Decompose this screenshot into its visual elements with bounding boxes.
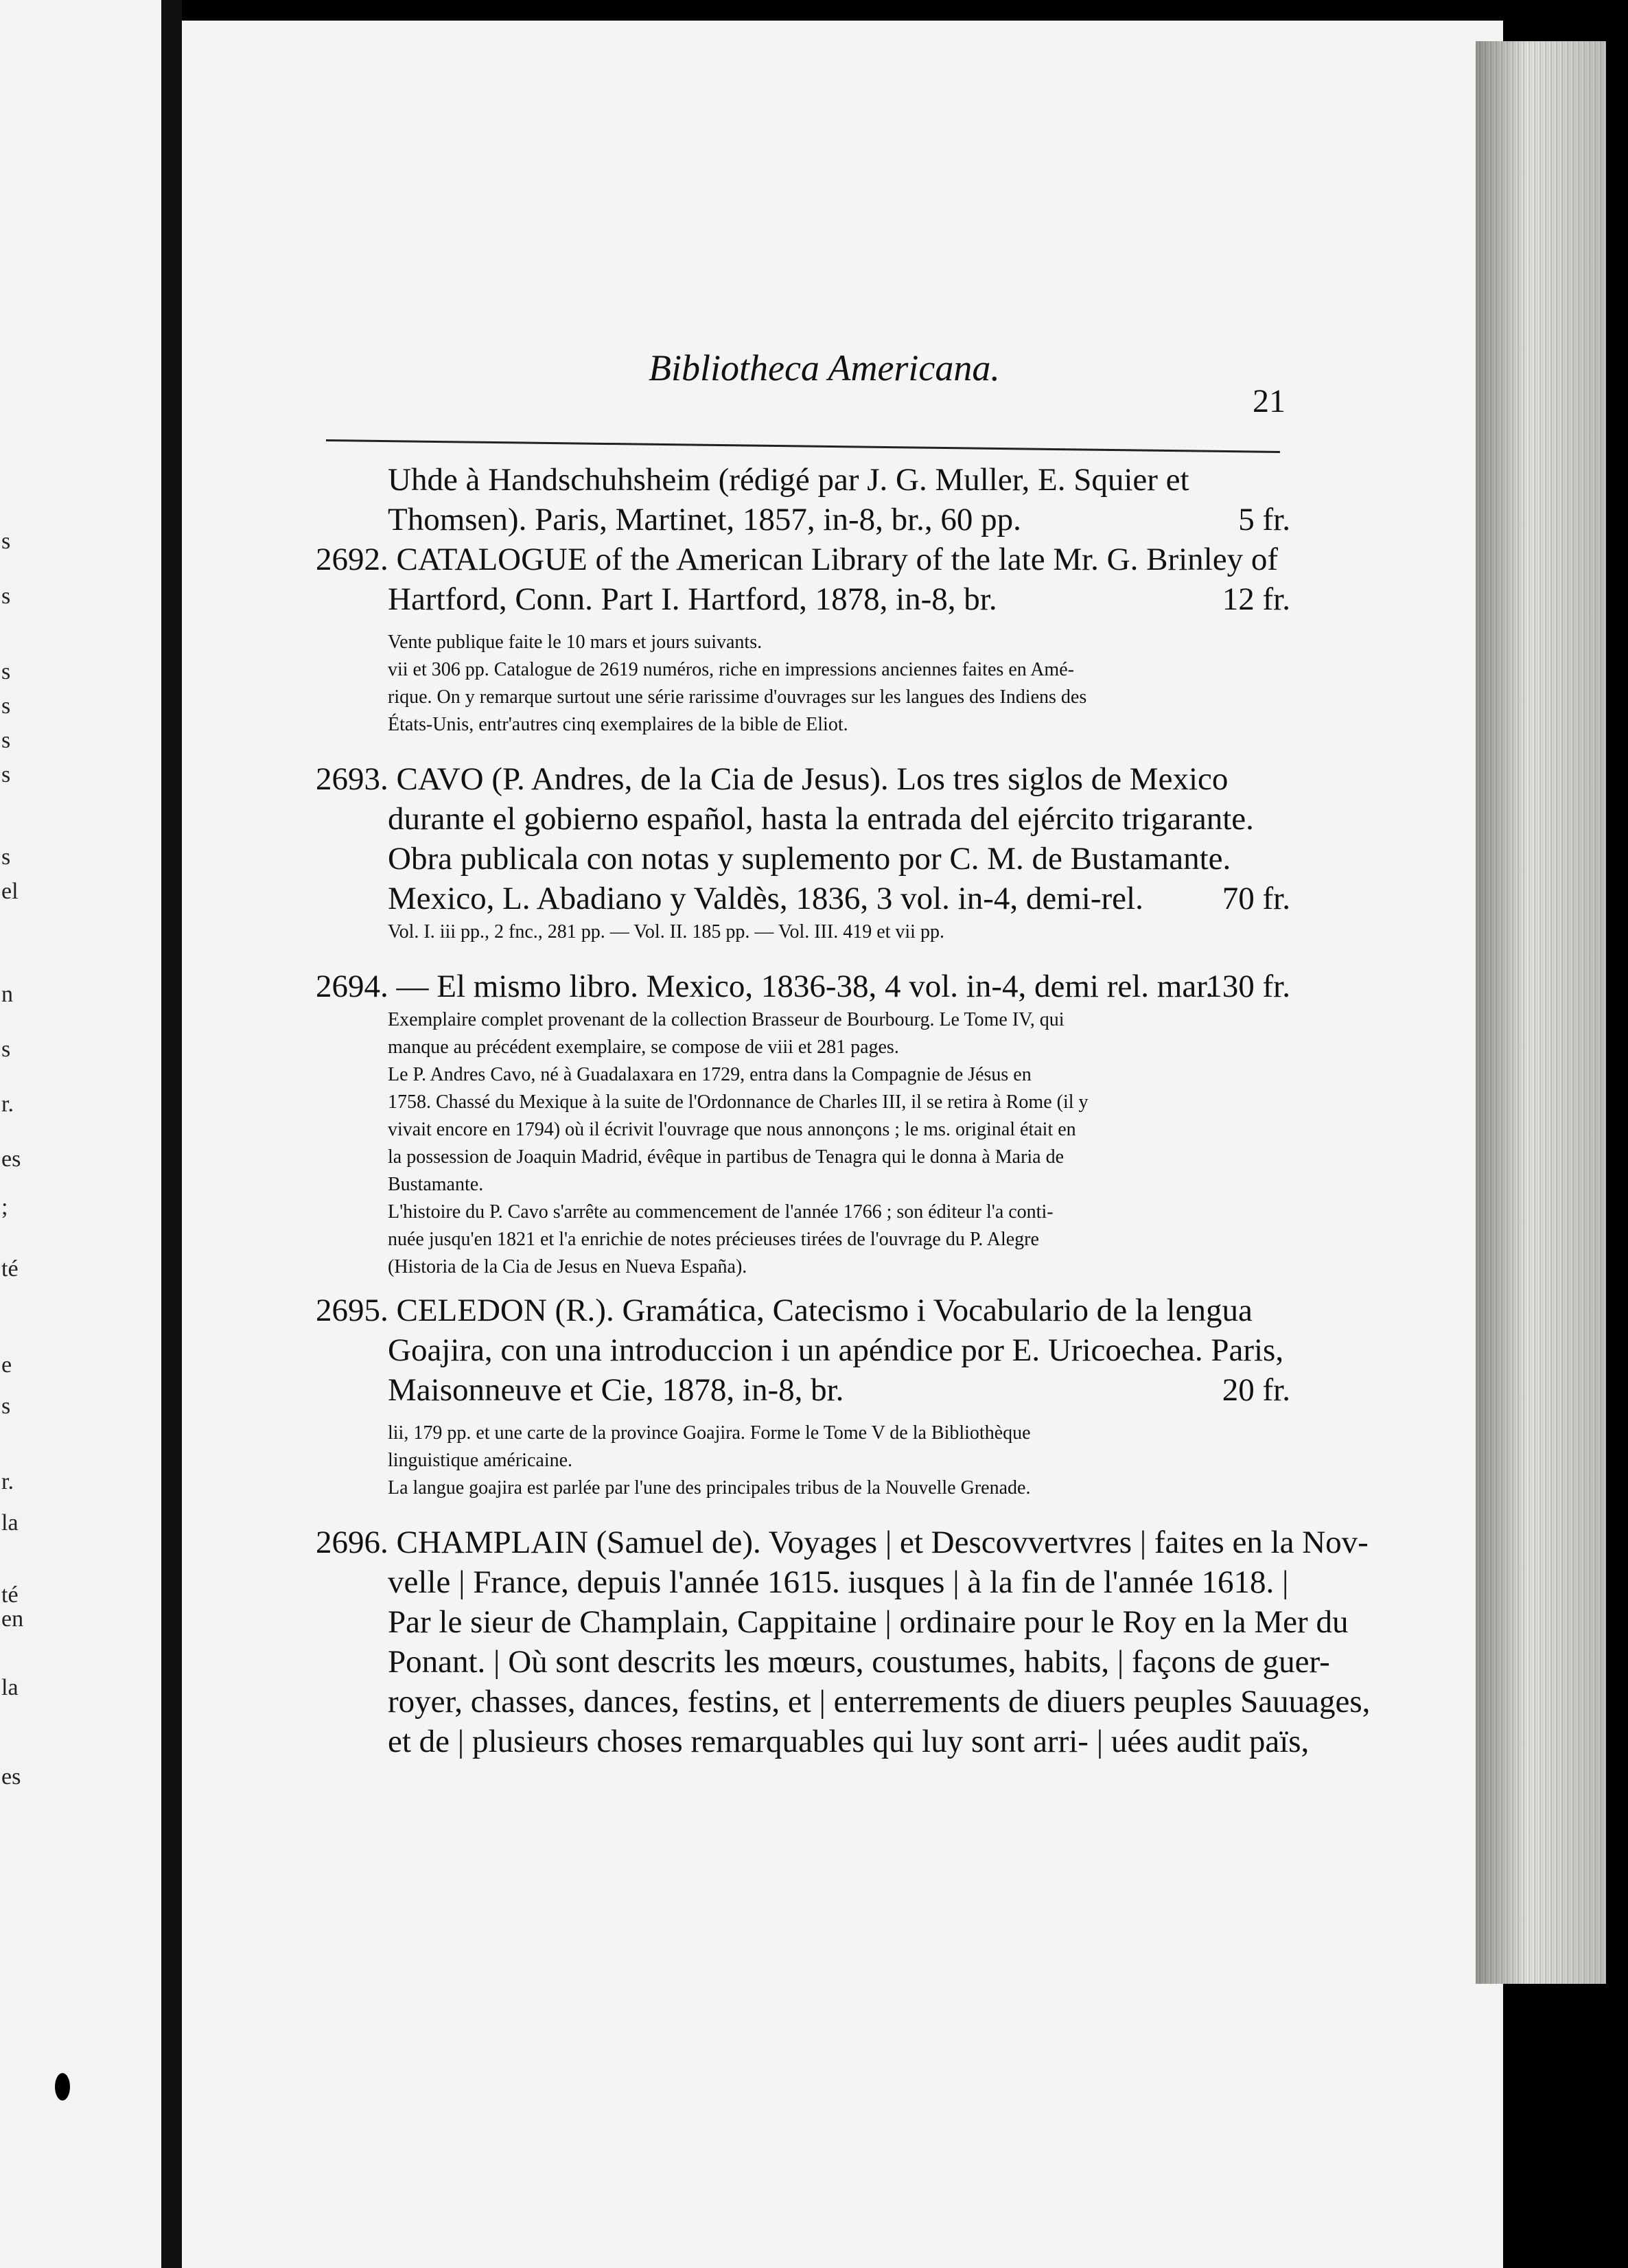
text-line: durante el gobierno español, hasta la entrada del ejército trigarante. xyxy=(388,801,1254,837)
note-line: États-Unis, entr'autres cinq exemplaires de la bible de Eliot. xyxy=(388,714,848,735)
left-fragment: r. xyxy=(1,1469,14,1494)
left-fragment: e xyxy=(1,1352,12,1378)
price: 130 fr. xyxy=(1206,969,1290,1004)
text-line: Mexico, L. Abadiano y Valdès, 1836, 3 vol. in-4, demi-rel. 70 fr. xyxy=(316,879,1290,918)
price: 12 fr. xyxy=(1222,581,1290,617)
text-line: Maisonneuve et Cie, 1878, in-8, br. 20 fr. xyxy=(316,1370,1290,1410)
page-number: 21 xyxy=(1253,383,1286,419)
left-fragment: s xyxy=(1,659,11,684)
left-fragment: r. xyxy=(1,1091,14,1117)
note-line: Exemplaire complet provenant de la collection Brasseur de Bourbourg. Le Tome IV, qui xyxy=(388,1009,1065,1030)
note-line: linguistique américaine. xyxy=(388,1450,573,1471)
catalogue-text xyxy=(316,460,1371,1761)
text-line: Uhde à Handschuhsheim (rédigé par J. G. Muller, E. Squier et xyxy=(388,462,1189,498)
price: 20 fr. xyxy=(1222,1372,1290,1408)
ink-blot xyxy=(55,2073,70,2101)
left-fragment: s xyxy=(1,1037,11,1062)
left-fragment: s xyxy=(1,762,11,787)
entry-line: 2693. CAVO (P. Andres, de la Cia de Jesus). Los tres siglos de Mexico xyxy=(316,761,1229,797)
left-fragment: en xyxy=(1,1606,24,1632)
left-fragment: té xyxy=(1,1256,19,1282)
price: 70 fr. xyxy=(1222,881,1290,916)
entry-line: 2692. CATALOGUE of the American Library of the late Mr. G. Brinley of xyxy=(316,542,1278,577)
text-line: et de | plusieurs choses remarquables qui luy sont arri- | uées audit païs, xyxy=(388,1724,1310,1759)
text-line: Obra publicala con notas y suplemento por C. M. de Bustamante. xyxy=(388,841,1231,877)
entry-line: 2694. — El mismo libro. Mexico, 1836-38, 4 vol. in-4, demi rel. mar. 130 fr. xyxy=(316,967,1290,1006)
left-fragment: s xyxy=(1,693,11,719)
left-fragment: s xyxy=(1,844,11,870)
note-line: nuée jusqu'en 1821 et l'a enrichie de notes précieuses tirées de l'ouvrage du P. Alegre xyxy=(388,1229,1039,1250)
left-fragment: s xyxy=(1,529,11,554)
note-line: Vente publique faite le 10 mars et jours suivants. xyxy=(388,632,763,653)
note-line: Vol. I. iii pp., 2 fnc., 281 pp. — Vol. II. 185 pp. — Vol. III. 419 et vii pp. xyxy=(388,921,944,942)
left-fragment: s xyxy=(1,583,11,609)
running-header-title: Bibliotheca Americana. xyxy=(649,347,1000,389)
note-line: La langue goajira est parlée par l'une des principales tribus de la Nouvelle Grenade. xyxy=(388,1477,1031,1498)
note-line: manque au précédent exemplaire, se compose de viii et 281 pages. xyxy=(388,1037,899,1058)
left-fragment: es xyxy=(1,1146,21,1172)
note-line: vii et 306 pp. Catalogue de 2619 numéros, riche en impressions anciennes faites en Amé- xyxy=(388,659,1074,680)
left-fragment: la xyxy=(1,1510,19,1536)
left-fragment: s xyxy=(1,1393,11,1419)
left-fragment: n xyxy=(1,982,13,1007)
note-line: Le P. Andres Cavo, né à Guadalaxara en 1729, entra dans la Compagnie de Jésus en xyxy=(388,1064,1032,1085)
text-line: Thomsen). Paris, Martinet, 1857, in-8, br., 60 pp. 5 fr. xyxy=(316,500,1290,540)
note-line: vivait encore en 1794) où il écrivit l'ouvrage que nous annonçons ; le ms. original était en xyxy=(388,1119,1076,1140)
text-line: Hartford, Conn. Part I. Hartford, 1878, in-8, br. 12 fr. xyxy=(316,579,1290,619)
entry-line: 2696. CHAMPLAIN (Samuel de). Voyages | et Descovvertvres | faites en la Nov- xyxy=(316,1525,1369,1560)
entry-line: 2695. CELEDON (R.). Gramática, Catecismo i Vocabulario de la lengua xyxy=(316,1293,1253,1328)
text-line: Par le sieur de Champlain, Cappitaine | ordinaire pour le Roy en la Mer du xyxy=(388,1604,1349,1640)
left-fragment: el xyxy=(1,879,19,904)
note-line: Bustamante. xyxy=(388,1174,484,1195)
note-line: lii, 179 pp. et une carte de la province Goajira. Forme le Tome V de la Bibliothèque xyxy=(388,1422,1031,1444)
text-line: royer, chasses, dances, festins, et | enterrements de diuers peuples Sauuages, xyxy=(388,1684,1371,1720)
left-fragment: s xyxy=(1,728,11,753)
text-line: Goajira, con una introduccion i un apéndice por E. Uricoechea. Paris, xyxy=(388,1332,1284,1368)
note-line: L'histoire du P. Cavo s'arrête au commencement de l'année 1766 ; son éditeur l'a conti- xyxy=(388,1201,1054,1223)
text-line: Ponant. | Où sont descrits les mœurs, coustumes, habits, | façons de guer- xyxy=(388,1644,1330,1680)
left-fragment: ; xyxy=(1,1194,8,1220)
left-fragment: la xyxy=(1,1675,19,1700)
fore-edge-shadow xyxy=(1476,41,1606,1984)
note-line: rique. On y remarque surtout une série rarissime d'ouvrages sur les langues des Indiens des xyxy=(388,686,1087,708)
note-line: (Historia de la Cia de Jesus en Nueva España). xyxy=(388,1256,747,1277)
left-fragment: té xyxy=(1,1582,19,1608)
left-page-fragments xyxy=(0,0,161,2268)
left-fragment: es xyxy=(1,1764,21,1790)
note-line: la possession de Joaquin Madrid, évêque in partibus de Tenagra qui le donna à Maria de xyxy=(388,1146,1065,1168)
note-line: 1758. Chassé du Mexique à la suite de l'Ordonnance de Charles III, il se retira à Rome (il y xyxy=(388,1091,1089,1113)
page-gutter xyxy=(161,0,182,2268)
text-line: velle | France, depuis l'année 1615. iusques | à la fin de l'année 1618. | xyxy=(388,1564,1289,1600)
price: 5 fr. xyxy=(1238,502,1290,537)
